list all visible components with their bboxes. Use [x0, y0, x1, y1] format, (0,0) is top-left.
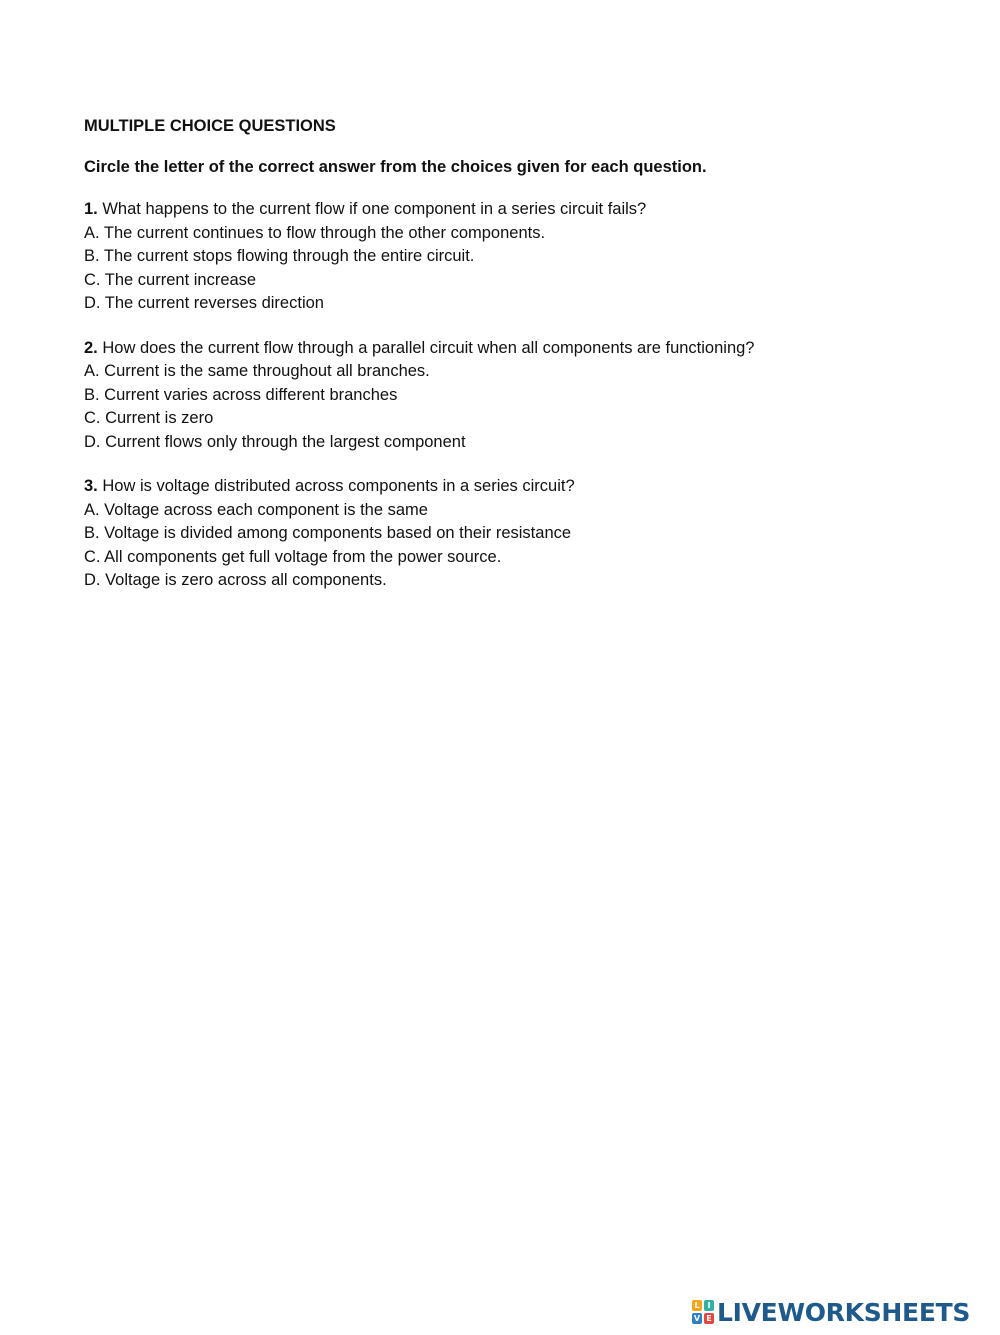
option-c[interactable]: C. All components get full voltage from the power source.	[84, 547, 502, 566]
question-line	[84, 337, 964, 361]
question-text: What happens to the current flow if one component in a series circuit fails?	[102, 200, 647, 218]
page-heading: MULTIPLE CHOICE QUESTIONS	[84, 117, 336, 135]
option-a[interactable]: A. Voltage across each component is the same	[84, 500, 428, 519]
worksheet-page	[84, 116, 964, 593]
question-text: How does the current flow through a parallel circuit when all components are functioning?	[102, 338, 755, 357]
option-a[interactable]: A. Current is the same throughout all branches.	[84, 362, 430, 380]
logo-text: LIVEWORKSHEETS	[717, 1297, 971, 1327]
option-c[interactable]: C. The current increase	[84, 270, 257, 289]
option-a[interactable]: A. The current continues to flow through the other components.	[84, 223, 546, 242]
question-number: 2.	[84, 338, 98, 357]
option-b[interactable]: B. Voltage is divided among components based on their resistance	[84, 524, 572, 542]
option-d[interactable]: D. The current reverses direction	[84, 294, 324, 312]
logo-mark-letter: E	[704, 1313, 714, 1324]
question-line	[84, 198, 964, 222]
option-d[interactable]: D. Current flows only through the largest component	[84, 432, 466, 451]
option-c[interactable]: C. Current is zero	[84, 409, 214, 427]
option-d[interactable]: D. Voltage is zero across all components.	[84, 571, 387, 589]
question-number: 3.	[84, 477, 98, 495]
question-number: 1.	[84, 200, 98, 218]
question-1	[84, 198, 964, 316]
option-b[interactable]: B. Current varies across different branches	[84, 385, 398, 404]
logo-mark-letter: L	[692, 1300, 702, 1311]
instructions: Circle the letter of the correct answer from the choices given for each question.	[84, 158, 707, 176]
liveworksheets-logo[interactable]	[692, 1297, 970, 1327]
logo-mark-letter: V	[693, 1314, 701, 1323]
question-text: How is voltage distributed across components in a series circuit?	[102, 477, 575, 495]
option-b[interactable]: B. The current stops flowing through the entire circuit.	[84, 247, 475, 265]
question-3	[84, 475, 964, 593]
logo-mark-letter: I	[704, 1300, 714, 1311]
liveworksheets-logo-icon	[692, 1300, 714, 1324]
question-2	[84, 337, 964, 455]
question-line	[84, 475, 964, 499]
